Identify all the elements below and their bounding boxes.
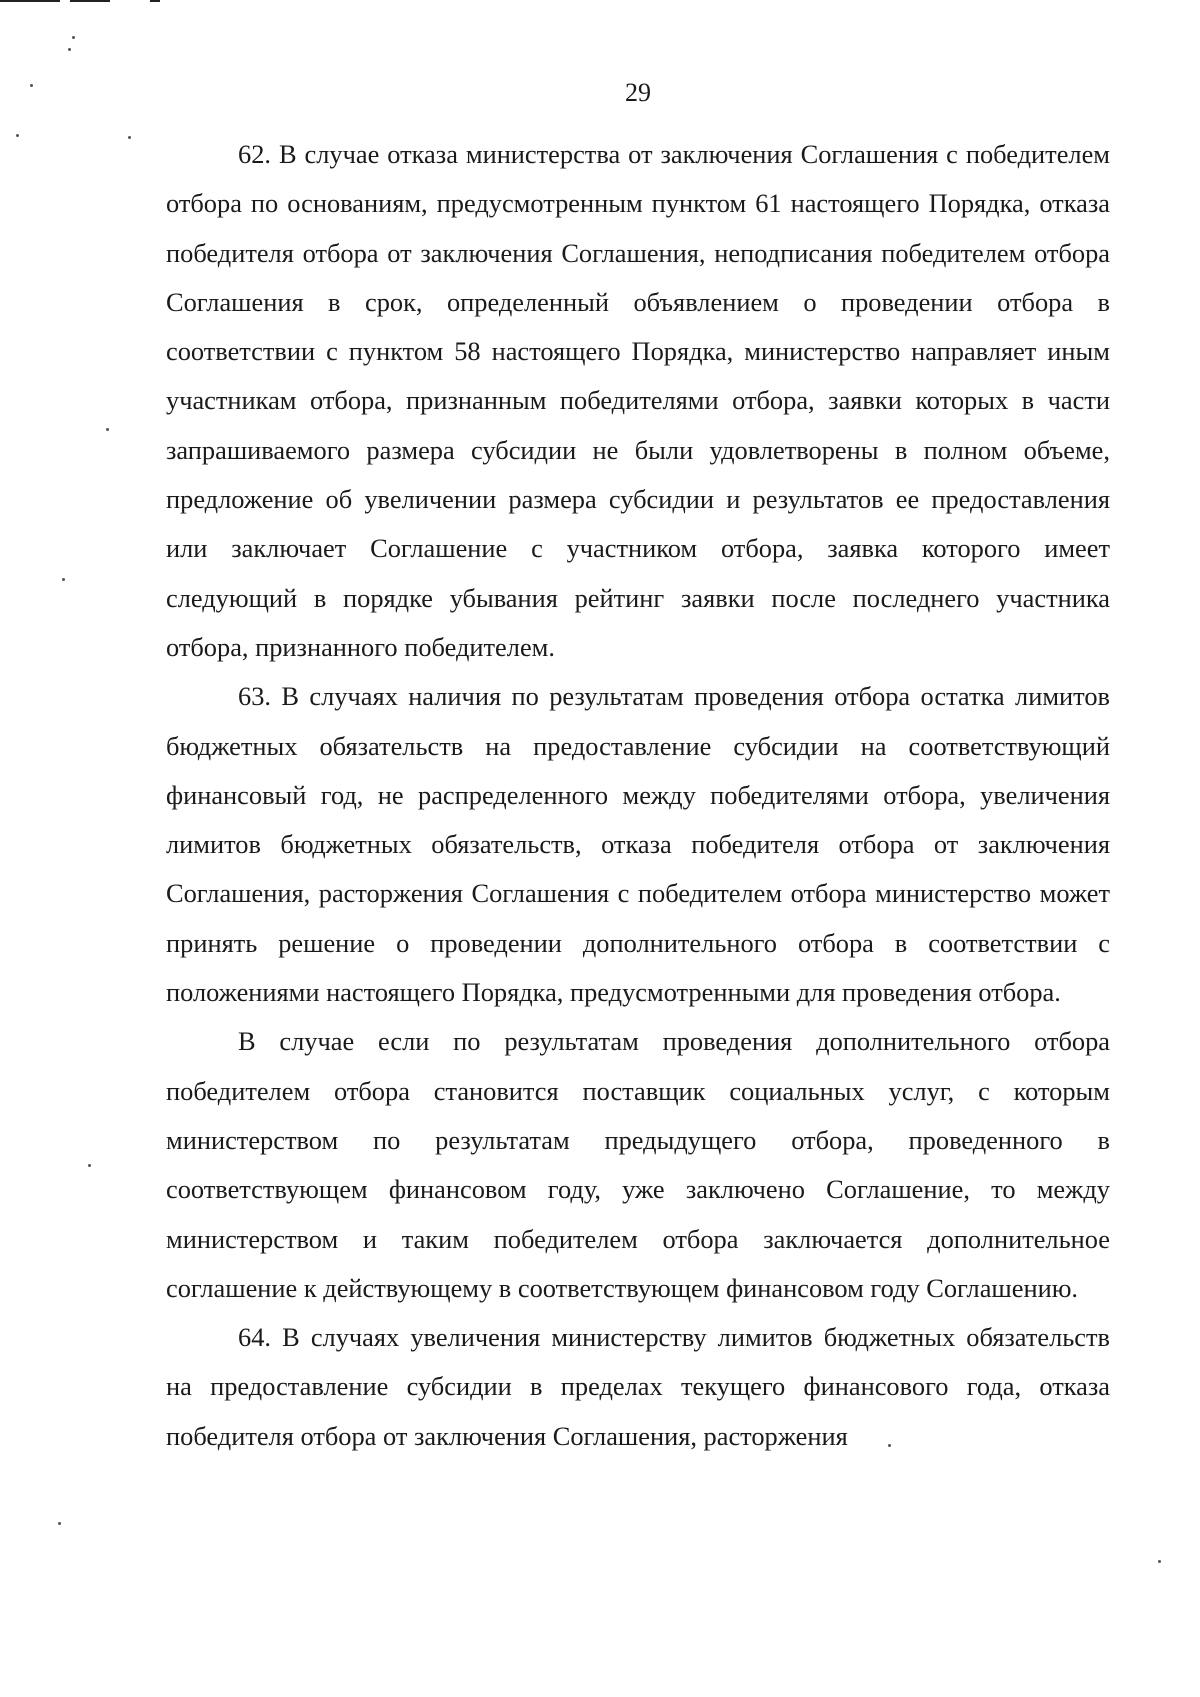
scan-speck xyxy=(62,578,65,581)
scan-speck xyxy=(88,1164,91,1167)
scan-edge-mark xyxy=(0,0,60,2)
paragraph-62: 62. В случае отказа министерства от заключения Соглашения с победителем отбора по основаниям, предусмотренным пунктом 61 настоящего Порядка, отказа победителя отбора от заключения Соглашения, неподписания победителем отбора Соглашения в срок, определенный объявлением о проведении отбора в соответствии с пунктом 58 настоящего Порядка, министерство направляет иным участникам отбора, признанным победителями отбора, заявки которых в части запрашиваемого размера субсидии не были удовлетворены в полном объеме, предложение об увеличении размера субсидии и результатов ее предоставления или заключает Соглашение с участником отбора, заявка которого имеет следующий в порядке убывания рейтинг заявки после последнего участника отбора, признанного победителем. xyxy=(166,139,1110,662)
paragraph-63-continuation: В случае если по результатам проведения дополнительного отбора победителем отбора становится поставщик социальных услуг, с которым министерством по результатам предыдущего отбора, проведенного в соответствующем финансовом году, уже заключено Соглашение, то между министерством и таким победителем отбора заключается дополнительное соглашение к действующему в соответствующем финансовом году Соглашению. xyxy=(166,1026,1110,1303)
scan-speck xyxy=(106,428,109,431)
paragraph-64: 64. В случаях увеличения министерству лимитов бюджетных обязательств на предоставление субсидии в пределах текущего финансового года, отказа победителя отбора от заключения Соглашения, расторжения xyxy=(166,1322,1110,1451)
scan-speck xyxy=(58,1522,61,1525)
scan-speck xyxy=(68,48,71,51)
scan-speck xyxy=(1158,1560,1161,1563)
scan-speck xyxy=(128,136,131,139)
scan-speck xyxy=(16,134,19,137)
scan-edge-mark xyxy=(150,0,160,2)
paragraph-63: 63. В случаях наличия по результатам проведения отбора остатка лимитов бюджетных обязательств на предоставление субсидии на соответствующий финансовый год, не распределенного между победителями отбора, увеличения лимитов бюджетных обязательств, отказа победителя отбора от заключения Соглашения, расторжения Соглашения с победителем отбора министерство может принять решение о проведении дополнительного отбора в соответствии с положениями настоящего Порядка, предусмотренными для проведения отбора. xyxy=(166,681,1110,1008)
scan-speck xyxy=(72,36,75,39)
scan-edge-mark xyxy=(70,0,110,2)
body-text xyxy=(166,130,1110,1461)
page-number: 29 xyxy=(625,78,651,107)
